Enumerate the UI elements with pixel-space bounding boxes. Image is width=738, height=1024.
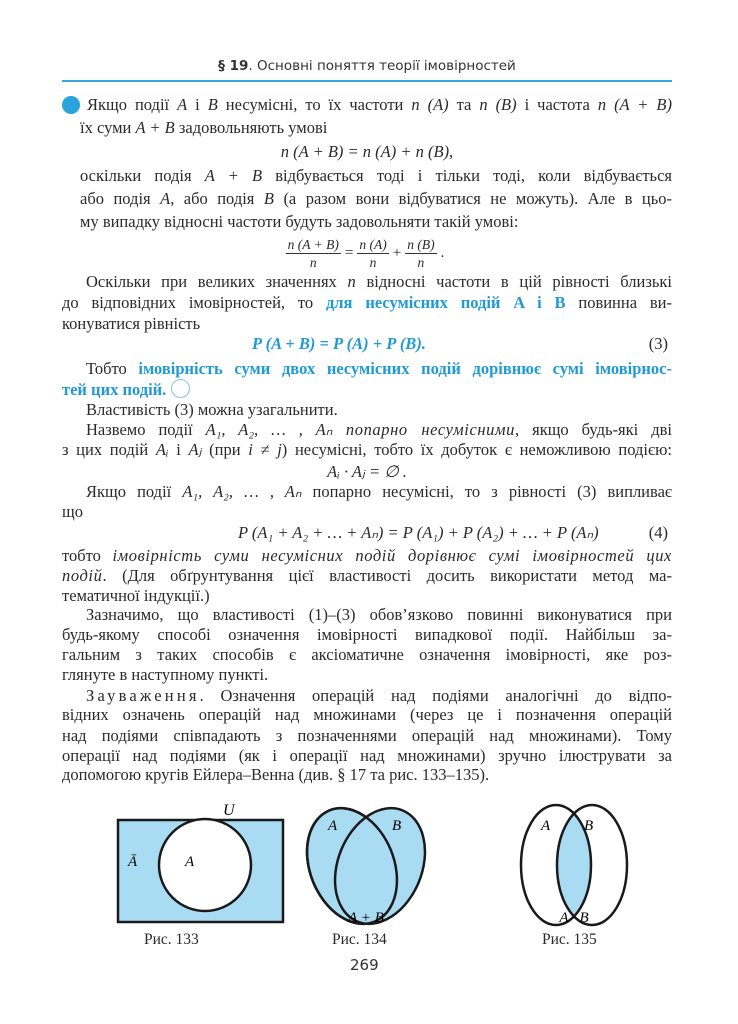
text-line: Тобто імовірність суми двох несумісних подій дорівнює сумі імовірнос- bbox=[86, 359, 672, 378]
section-title: . Основні поняття теорії імовірностей bbox=[248, 58, 516, 74]
svg-text:A: A bbox=[185, 854, 195, 870]
text-line: будь-якому способі означення імовірності випадкової події. Найбільш за- bbox=[62, 625, 672, 644]
text-line: Зауваження. Означення операцій над подіями аналогічні до відпо- bbox=[86, 686, 672, 705]
text-line: або подія A, або подія B (а разом вони відбуватися не можуть). Але в цьо- bbox=[80, 189, 672, 208]
svg-text:A: A bbox=[328, 818, 338, 834]
text-line: му випадку відносні частоти будуть задовольняти такій умові: bbox=[80, 212, 519, 231]
svg-text:A: A bbox=[541, 818, 551, 834]
text-line: допомогою кругів Ейлера–Венна (див. § 17 та рис. 133–135). bbox=[62, 765, 490, 784]
text-line: Властивість (3) можна узагальнити. bbox=[86, 400, 338, 419]
svg-text:U: U bbox=[223, 802, 235, 819]
highlighted-phrase: для несумісних подій A і B bbox=[325, 293, 566, 312]
section-number: § 19 bbox=[218, 58, 249, 74]
text-line: подій. (Для обґрунтування цієї властивості досить використати метод ма- bbox=[62, 566, 672, 585]
text-line: глянуте в наступному пункті. bbox=[62, 665, 269, 684]
svg-text:B: B bbox=[392, 818, 402, 834]
figure-caption: Рис. 134 bbox=[332, 931, 387, 948]
text-line: операції над подіями (як і операції над множинами) зручно ілюструвати за bbox=[62, 746, 672, 765]
text-line: тобто імовірність суми несумісних подій дорівнює сумі імовірностей цих bbox=[62, 546, 672, 565]
text-line: конуватися рівність bbox=[62, 314, 201, 333]
svg-text:A + B: A + B bbox=[348, 910, 384, 926]
formula: n (A + B) = n (A) + n (B), bbox=[280, 142, 454, 161]
text-line: гальним з таких способів є аксіоматичне означення імовірності, яке роз- bbox=[62, 645, 672, 664]
text-line: оскільки подія A + B відбувається тоді і тільки тоді, коли відбувається bbox=[80, 166, 672, 185]
text-line: з цих подій Aᵢ і Aⱼ (при i ≠ j) несумісні, тобто їх добуток є неможливою подією: bbox=[62, 440, 672, 459]
text-line: Якщо події A і B несумісні, то їх частоти n (A) та n (B) і частота n (A + B) bbox=[87, 95, 672, 114]
text-line: над подіями співпадають з позначеннями операцій над множинами). Тому bbox=[62, 726, 672, 745]
figure-133-complement bbox=[118, 802, 283, 922]
equation-number: (4) bbox=[648, 523, 668, 542]
figure-caption: Рис. 133 bbox=[144, 931, 199, 948]
formula-3: P (A + B) = P (A) + P (B). (3) bbox=[252, 334, 668, 353]
fraction-formula: $\frac{n (A + B)}{n}$ = $\frac{n (A)}{n}$ + $\frac{n (B)}{n}$ . bbox=[287, 237, 445, 270]
svg-text:B: B bbox=[584, 818, 594, 834]
equation-number: (3) bbox=[648, 334, 668, 353]
page-number: 269 bbox=[350, 956, 379, 974]
svg-text:A · B: A · B bbox=[559, 910, 589, 926]
figure-135-intersection bbox=[521, 805, 627, 926]
text-line: до відповідних імовірностей, то для несумісних подій A і B повинна ви- bbox=[62, 293, 672, 312]
text-line: тей цих подій. bbox=[62, 379, 672, 401]
text-line: Оскільки при великих значеннях n відносні частоти в цій рівності близькі bbox=[86, 272, 672, 291]
figure-134-union bbox=[291, 795, 442, 938]
text-line: Назвемо події A₁, A₂, … , Aₙ попарно несумісними, якщо будь-які дві bbox=[86, 420, 673, 439]
text-line: що bbox=[62, 502, 83, 521]
formula-4: P (A₁ + A₂ + … + Aₙ) = P (A₁) + P (A₂) + … + P (Aₙ) (4) bbox=[238, 523, 668, 542]
text-line: відних означень операцій над множинами (через це і позначення операцій bbox=[62, 705, 672, 724]
text-line: тематичної індукції.) bbox=[62, 586, 210, 605]
figure-caption: Рис. 135 bbox=[542, 931, 597, 948]
text-line: Якщо події A₁, A₂, … , Aₙ попарно несумісні, то з рівності (3) випливає bbox=[86, 482, 672, 501]
formula: Aᵢ · Aⱼ = ∅ . bbox=[327, 462, 407, 481]
text-line: їх суми A + B задовольняють умові bbox=[80, 118, 328, 137]
svg-text:Ā: Ā bbox=[128, 854, 138, 870]
text-line: Зазначимо, що властивості (1)–(3) обов’язково повинні виконуватися при bbox=[86, 605, 672, 624]
